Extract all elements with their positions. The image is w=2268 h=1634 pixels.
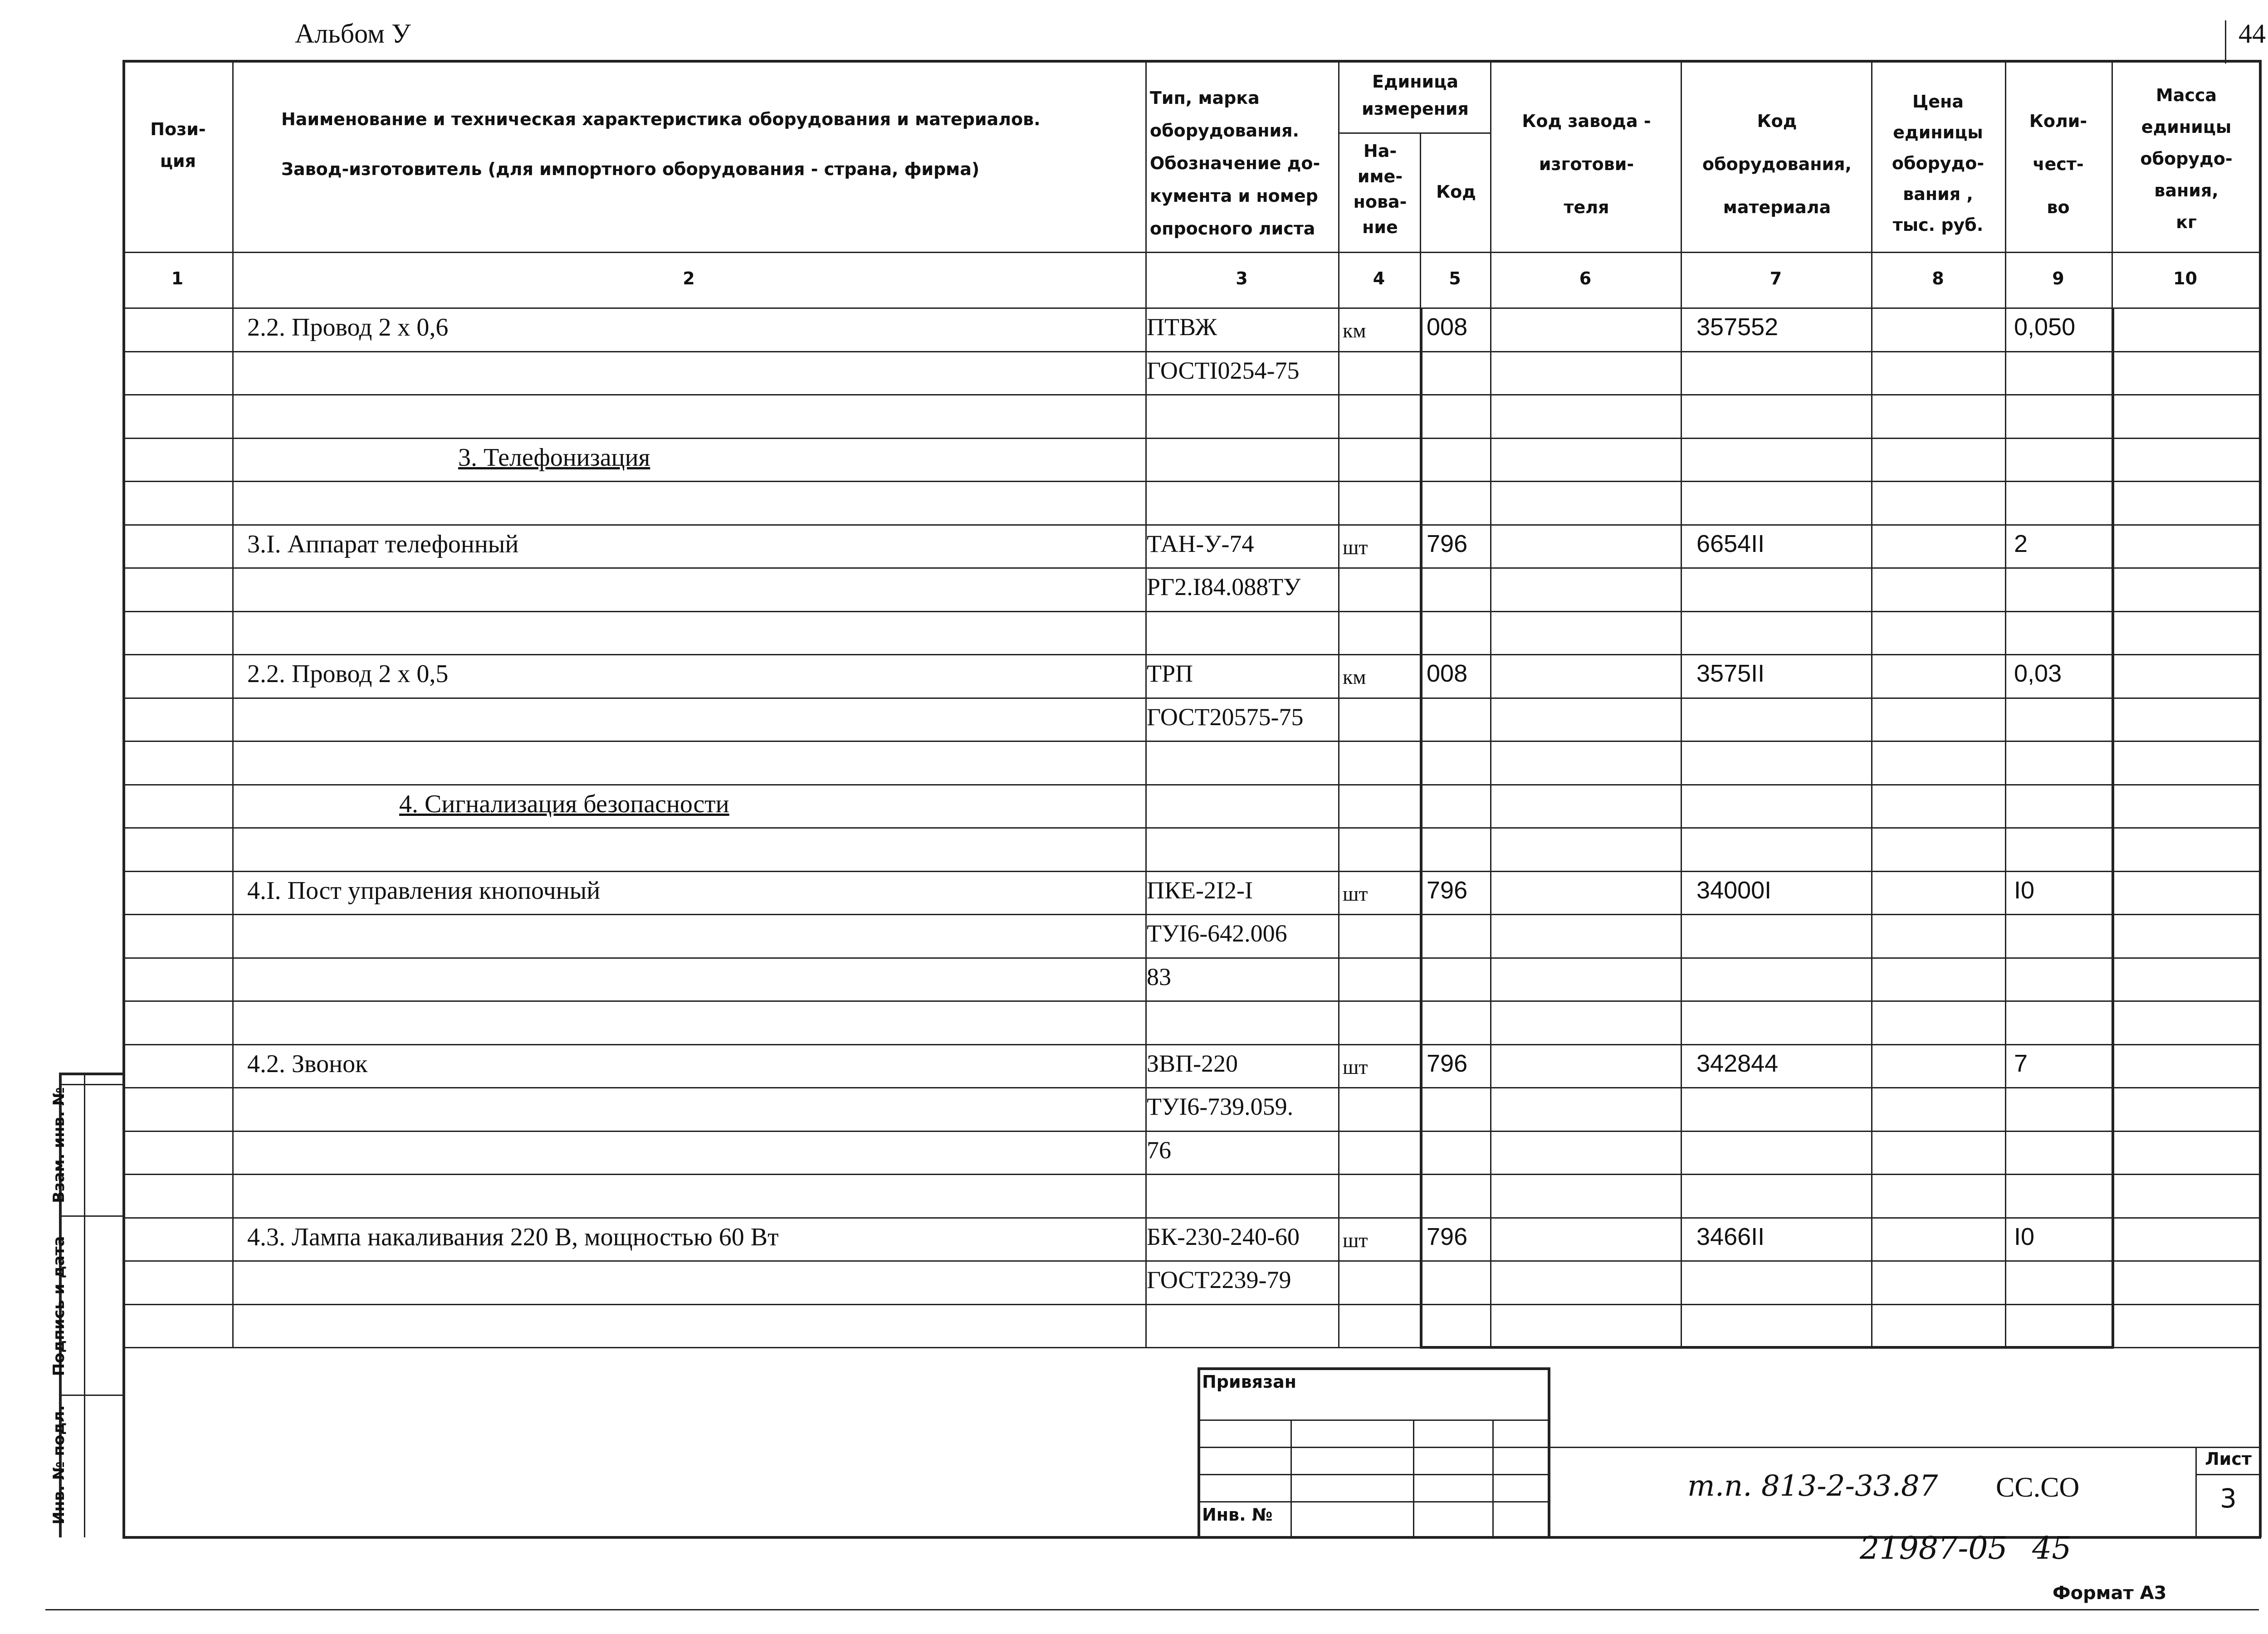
- privyazan-top: [1198, 1367, 1549, 1370]
- header-unit-code: Код: [1436, 182, 1476, 202]
- item-equipment-code: 342844: [1696, 1049, 1779, 1077]
- item-name: 4.3. Лампа накаливания 220 В, мощностью 60 Вт: [247, 1223, 779, 1251]
- row-separator: [122, 1304, 2259, 1305]
- colnum-8: 8: [1932, 268, 1944, 288]
- side-label-podpis-data: Подпись и дата: [50, 1236, 68, 1376]
- item-unit-code: 796: [1427, 1223, 1468, 1250]
- item-unit-code: 008: [1427, 313, 1468, 341]
- item-quantity: I0: [2014, 876, 2035, 904]
- colnum-4: 4: [1373, 268, 1385, 288]
- handwritten-code: 21987-05: [1860, 1531, 2008, 1566]
- item-type: ГОСТI0254-75: [1147, 356, 1300, 384]
- item-unit: км: [1343, 319, 1366, 342]
- item-name: 3.I. Аппарат телефонный: [247, 530, 519, 558]
- privyazan-row3: [1198, 1474, 1549, 1475]
- header-name-line1: Наименование и техническая характеристика оборудования и материалов.: [281, 109, 1041, 129]
- page-number-divider: [2225, 20, 2226, 63]
- item-equipment-code: 34000I: [1696, 876, 1772, 904]
- item-unit: шт: [1343, 1228, 1368, 1252]
- item-quantity: 0,03: [2014, 660, 2062, 687]
- item-type: ТАН-У-74: [1147, 530, 1254, 557]
- item-name: 4.I. Пост управления кнопочный: [247, 876, 601, 905]
- item-type: ГОСТ2239-79: [1147, 1266, 1291, 1293]
- side-stamp-mid: [84, 1073, 85, 1537]
- header-price: Цена единицы оборудо- вания , тыс. руб.: [1892, 92, 1984, 235]
- col-line-5: [1490, 60, 1491, 1348]
- sheet-divider: [2195, 1447, 2197, 1537]
- item-type: ГОСТ20575-75: [1147, 703, 1304, 731]
- item-equipment-code: 6654II: [1696, 530, 1765, 557]
- privyazan-right: [1548, 1367, 1550, 1537]
- col-line-1: [232, 60, 234, 1348]
- item-name: 2.2. Провод 2 x 0,5: [247, 660, 449, 688]
- doc-mark: СС.СО: [1996, 1472, 2080, 1503]
- header-bottom: [122, 252, 2261, 253]
- item-type: ПТВЖ: [1147, 313, 1217, 341]
- privyazan-label: Привязан: [1202, 1372, 1297, 1392]
- side-label-inv-podl: Инв. № подл.: [50, 1405, 68, 1525]
- row-separator: [122, 827, 2259, 829]
- item-unit-code: 796: [1427, 1049, 1468, 1077]
- header-factory-code: Код завода - изготови- теля: [1522, 111, 1651, 217]
- item-quantity: 7: [2014, 1049, 2028, 1077]
- inv-no-label: Инв. №: [1202, 1505, 1273, 1525]
- item-quantity: I0: [2014, 1223, 2035, 1250]
- col-line-8: [2005, 60, 2006, 1348]
- row-separator: [122, 351, 2259, 352]
- privyazan-row1: [1198, 1419, 1549, 1421]
- side-stamp-top: [59, 1073, 122, 1075]
- row-separator: [122, 1087, 2259, 1088]
- item-type: ТУI6-739.059.: [1147, 1093, 1294, 1120]
- colnum-10: 10: [2173, 268, 2197, 288]
- item-equipment-code: 3466II: [1696, 1223, 1765, 1250]
- item-name: 2.2. Провод 2 x 0,6: [247, 313, 449, 341]
- header-type: Тип, марка оборудования. Обозначение до- кумента и номер опросного листа: [1150, 88, 1320, 239]
- item-type: ЗВП-220: [1147, 1049, 1238, 1077]
- header-mass: Масса единицы оборудо- вания, кг: [2140, 85, 2233, 232]
- row-separator: [122, 438, 2259, 439]
- album-title: Альбом У: [295, 19, 411, 49]
- privyazan-col1: [1290, 1419, 1292, 1537]
- row-separator: [122, 1260, 2259, 1262]
- row-separator: [122, 1131, 2259, 1132]
- row-separator: [122, 957, 2259, 959]
- row-separator: [122, 567, 2259, 569]
- privyazan-col2: [1413, 1419, 1414, 1537]
- header-quantity: Коли- чест- во: [2029, 111, 2087, 217]
- colnum-9: 9: [2052, 268, 2064, 288]
- item-unit: шт: [1343, 535, 1368, 559]
- format-label: Формат А3: [2053, 1583, 2167, 1604]
- table-right-border: [2259, 60, 2262, 1537]
- row-separator: [122, 394, 2259, 395]
- doc-code: т.п. 813-2-33.87: [1687, 1469, 1938, 1503]
- privyazan-col3: [1492, 1419, 1494, 1537]
- item-name: 4.2. Звонок: [247, 1049, 368, 1078]
- row-separator: [122, 654, 2259, 655]
- item-type: БК-230-240-60: [1147, 1223, 1300, 1250]
- item-type: ТРП: [1147, 660, 1193, 687]
- side-label-vzam-inv: Взам. инв. №: [50, 1087, 68, 1203]
- footer-rule: [45, 1609, 2259, 1610]
- colnum-2: 2: [683, 268, 695, 288]
- item-type: ПКЕ-2I2-I: [1147, 876, 1253, 904]
- item-unit: шт: [1343, 882, 1368, 905]
- col-line-3: [1338, 60, 1339, 1348]
- item-type: 83: [1147, 963, 1171, 990]
- col-line-7: [1871, 60, 1872, 1348]
- item-unit-code: 008: [1427, 660, 1468, 687]
- row-separator: [122, 871, 2259, 872]
- doc-block-top: [1548, 1447, 2260, 1448]
- sheet-number: 3: [2220, 1483, 2237, 1514]
- header-name-line2: Завод-изготовитель (для импортного оборудования - страна, фирма): [281, 159, 980, 179]
- unit-group-divider: [1338, 132, 1490, 134]
- item-equipment-code: 357552: [1696, 313, 1779, 341]
- row-separator: [122, 784, 2259, 785]
- header-position: Пози- ция: [150, 119, 206, 171]
- row-separator: [122, 1217, 2259, 1219]
- header-equipment-code: Код оборудования, материала: [1702, 111, 1852, 217]
- header-unit-name: На- име- нова- ние: [1353, 141, 1407, 237]
- row-separator: [122, 1000, 2259, 1002]
- row-separator: [122, 1044, 2259, 1045]
- colnum-6: 6: [1579, 268, 1592, 288]
- header-unit-group: Единица измерения: [1362, 72, 1469, 119]
- row-separator: [122, 1174, 2259, 1175]
- colnum-bottom: [122, 307, 2261, 309]
- table-body-bottom: [122, 1347, 2261, 1348]
- handwritten-page: 45: [2032, 1531, 2072, 1566]
- row-separator: [122, 524, 2259, 526]
- row-separator: [122, 481, 2259, 482]
- col-line-6: [1681, 60, 1682, 1348]
- sheet-label: Лист: [2205, 1449, 2252, 1469]
- item-quantity: 2: [2014, 530, 2028, 557]
- row-separator: [122, 741, 2259, 742]
- item-name: 3. Телефонизация: [458, 443, 650, 472]
- side-stamp-row3: [59, 1395, 122, 1396]
- colnum-7: 7: [1769, 268, 1782, 288]
- page-number: 44: [2239, 19, 2266, 49]
- colnum-5: 5: [1449, 268, 1461, 288]
- item-name: 4. Сигнализация безопасности: [399, 790, 729, 818]
- colnum-1: 1: [171, 268, 184, 288]
- side-stamp-row2: [59, 1215, 122, 1217]
- row-separator: [122, 611, 2259, 612]
- colnum-3: 3: [1236, 268, 1248, 288]
- row-separator: [122, 697, 2259, 699]
- row-separator: [122, 914, 2259, 915]
- item-equipment-code: 3575II: [1696, 660, 1765, 687]
- privyazan-row2: [1198, 1447, 1549, 1448]
- item-quantity: 0,050: [2014, 313, 2076, 341]
- privyazan-row4: [1198, 1501, 1549, 1502]
- item-unit-code: 796: [1427, 530, 1468, 557]
- item-unit-code: 796: [1427, 876, 1468, 904]
- sheet-label-line: [2195, 1474, 2259, 1475]
- item-type: РГ2.I84.088ТУ: [1147, 573, 1301, 600]
- side-stamp-row1: [59, 1084, 122, 1085]
- table-top-border: [122, 60, 2261, 63]
- item-type: ТУI6-642.006: [1147, 920, 1287, 947]
- item-unit: км: [1343, 665, 1366, 688]
- privyazan-left: [1198, 1367, 1200, 1537]
- item-unit: шт: [1343, 1055, 1368, 1078]
- item-type: 76: [1147, 1136, 1171, 1164]
